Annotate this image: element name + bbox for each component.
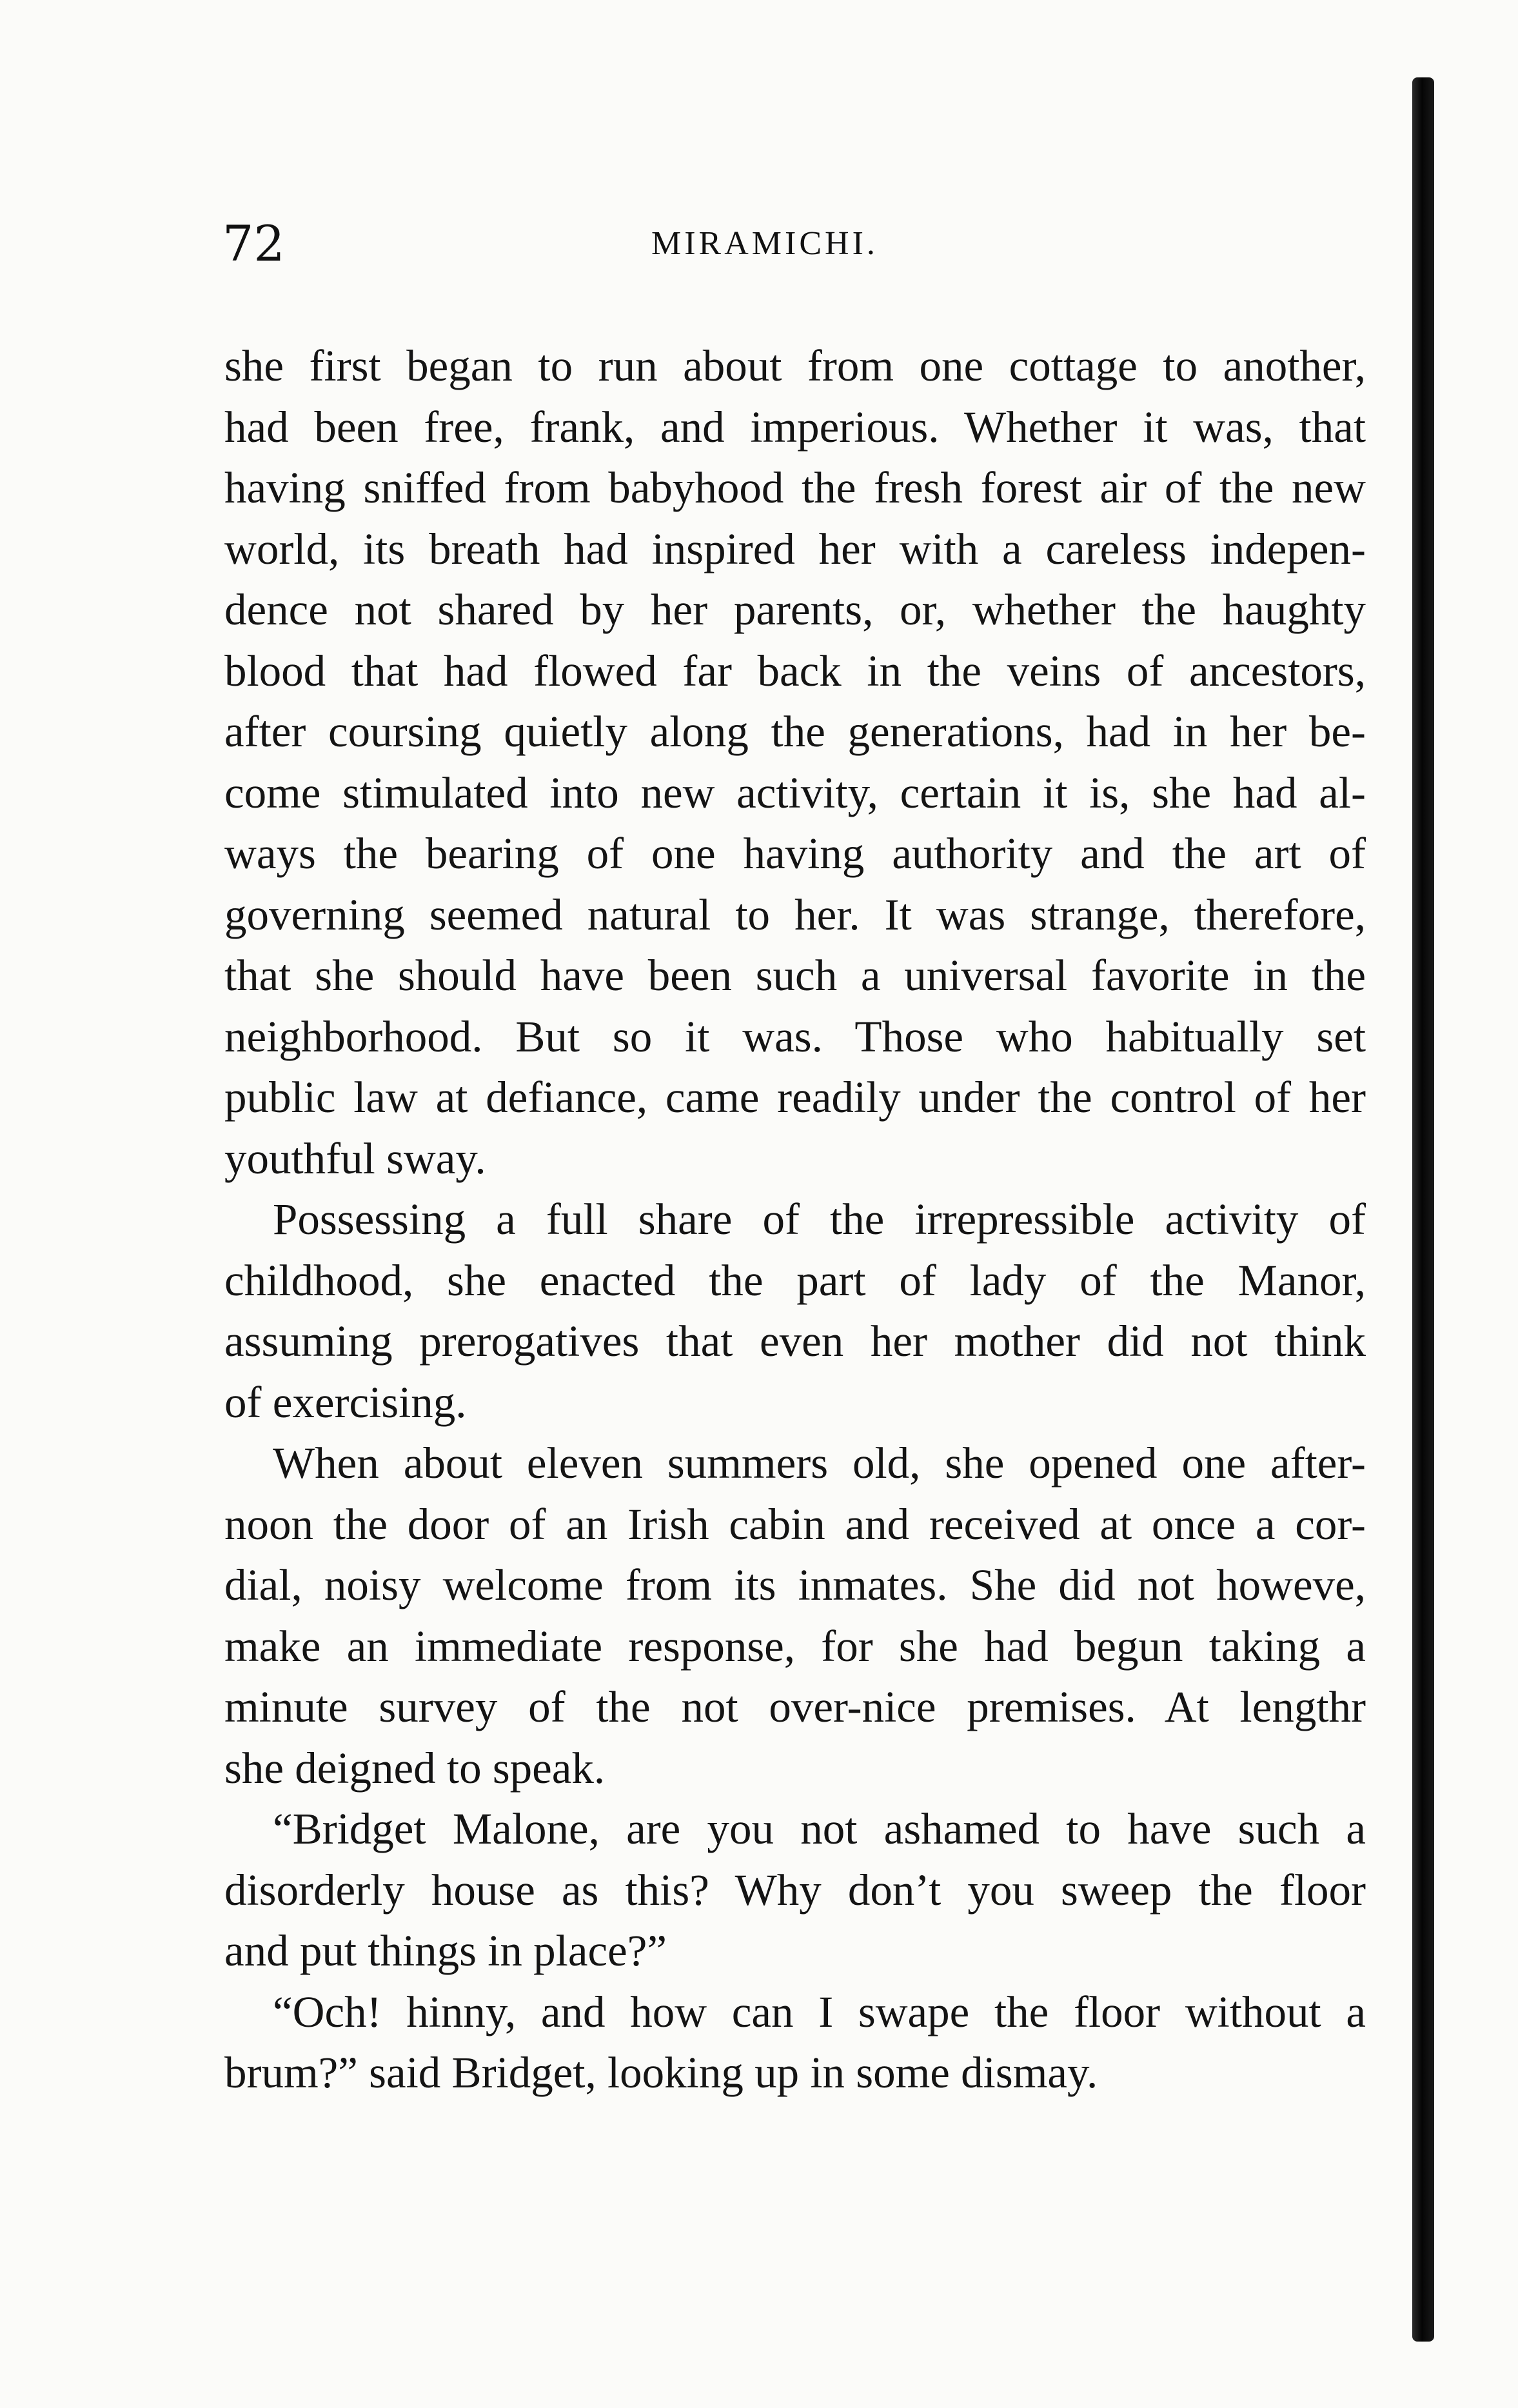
page-number: 72 (222, 215, 285, 272)
text-line: come stimulated into new activity, certain it is, she had al- (224, 768, 1366, 817)
text-line: dence not shared by her parents, or, whether the haughty (224, 585, 1366, 634)
paragraph (224, 1189, 1366, 1433)
paragraph (224, 335, 1366, 1189)
text-line: after coursing quietly along the generations, had in her be- (224, 707, 1366, 756)
text-line: assuming prerogatives that even her mother did not think (224, 1317, 1366, 1366)
text-line: make an immediate response, for she had begun taking a (224, 1621, 1366, 1671)
text-line: blood that had flowed far back in the veins of ancestors, (224, 646, 1366, 695)
text-line: childhood, she enacted the part of lady of the Manor, (224, 1255, 1366, 1305)
book-spine-edge (1412, 77, 1434, 2342)
page-header (0, 205, 1518, 283)
text-line: “Bridget Malone, are you not ashamed to have such a (273, 1804, 1366, 1853)
text-line: governing seemed natural to her. It was strange, therefore, (224, 890, 1366, 939)
text-line: ways the bearing of one having authority and the art of (224, 829, 1366, 878)
text-line: minute survey of the not over-nice premises. At lengthr (224, 1682, 1366, 1731)
paragraph (224, 1433, 1366, 1798)
text-line: public law at defiance, came readily under the control of her (224, 1073, 1366, 1122)
text-line: neighborhood. But so it was. Those who habitually set (224, 1011, 1366, 1061)
text-line: “Och! hinny, and how can I swape the floor without a (273, 1987, 1366, 2036)
text-line: disorderly house as this? Why don’t you sweep the floor (224, 1865, 1366, 1915)
text-line: she first began to run about from one cottage to another, (224, 341, 1366, 390)
text-line: world, its breath had inspired her with a careless indepen- (224, 524, 1366, 573)
text-line: dial, noisy welcome from its inmates. She did not howeve, (224, 1560, 1366, 1609)
text-line: youthful sway. (224, 1133, 486, 1183)
text-line: and put things in place?” (224, 1926, 667, 1975)
text-line: Possessing a full share of the irrepressible activity of (273, 1195, 1366, 1244)
text-line: When about eleven summers old, she opened one after- (273, 1438, 1366, 1488)
text-line: brum?” said Bridget, looking up in some dismay. (224, 2048, 1098, 2097)
running-head: MIRAMICHI. (651, 225, 878, 262)
text-line: noon the door of an Irish cabin and received at once a cor- (224, 1499, 1366, 1549)
text-line: having sniffed from babyhood the fresh forest air of the new (224, 463, 1366, 512)
text-line: she deigned to speak. (224, 1743, 606, 1793)
paragraph (224, 1798, 1366, 1982)
text-line: had been free, frank, and imperious. Whether it was, that (224, 402, 1366, 452)
paragraph (224, 1982, 1366, 2104)
text-line: of exercising. (224, 1377, 467, 1427)
text-line: that she should have been such a universal favorite in the (224, 951, 1366, 1000)
body-text (224, 335, 1366, 2104)
